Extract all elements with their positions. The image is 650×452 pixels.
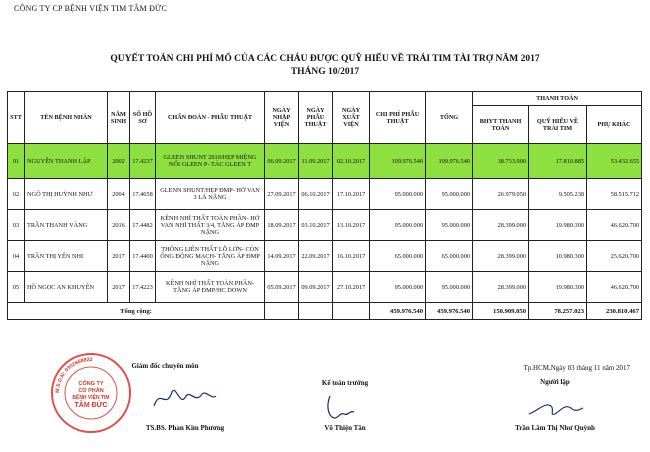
- cell-discharge-date: 17.10.2017: [333, 179, 370, 210]
- totals-surgery-cost: 459.976.540: [370, 303, 426, 320]
- svg-text:CỔ PHẦN: CỔ PHẦN: [78, 388, 104, 394]
- header-fund: QUỸ HIẾU VỀ TRÁI TIM: [529, 106, 587, 144]
- accountant-title: [300, 379, 390, 387]
- cell-name: HỒ NGỌC AN KHUYÊN: [25, 272, 108, 303]
- preparer-title-text: Người lập: [540, 378, 570, 386]
- cell-other: 58.515.712: [587, 179, 642, 210]
- cell-birth-year: 2017: [108, 241, 130, 272]
- cell-total: 95.000.000: [426, 210, 473, 241]
- svg-text:CÔNG TY: CÔNG TY: [78, 381, 104, 387]
- cell-record-no: 17.4223: [130, 272, 156, 303]
- cell-surgery-date: 03.10.2017: [299, 210, 333, 241]
- header-insurance: BHYT THANH TOÁN: [473, 106, 529, 144]
- cell-total: 95.000.000: [426, 272, 473, 303]
- header-birth-year: NĂM SINH: [108, 92, 130, 144]
- cell-fund: 17.810.885: [529, 144, 587, 179]
- cell-other: 53.432.655: [587, 144, 642, 179]
- preparer-name: Trần Lâm Thị Như Quỳnh: [515, 424, 595, 432]
- cell-other: 46.620.700: [587, 210, 642, 241]
- totals-empty: [299, 303, 333, 320]
- stamp-code: M.S.D.N: 0302668822: [54, 356, 93, 394]
- cell-surgery-cost: 95.000.000: [370, 179, 426, 210]
- cell-discharge-date: 16.10.2017: [333, 241, 370, 272]
- table-row: [8, 144, 642, 179]
- cell-surgery-cost: 95.000.000: [370, 272, 426, 303]
- preparer-title: [515, 378, 595, 386]
- document-subtitle: THÁNG 10/2017: [290, 67, 360, 77]
- table-row: [8, 241, 642, 272]
- header-surgery-date: NGÀY PHẪU THUẬT: [299, 92, 333, 144]
- header-record-no: SỐ HỒ SƠ: [130, 92, 156, 144]
- header-discharge-date: NGÀY XUẤT VIỆN: [333, 92, 370, 144]
- cell-discharge-date: 02.10.2017: [333, 144, 370, 179]
- cell-diagnosis: GLENN SHUNT/HẸP ĐMP- HỞ VAN 3 LÁ NẶNG: [156, 179, 265, 210]
- cell-birth-year: 2002: [108, 144, 130, 179]
- cell-surgery-date: 11.09.2017: [299, 144, 333, 179]
- cell-discharge-date: 27.10.2017: [333, 272, 370, 303]
- header-other: PHỤ KHÁC: [587, 106, 642, 144]
- svg-text:TÂM ĐỨC: TÂM ĐỨC: [74, 402, 108, 409]
- svg-text:BỆNH VIỆN TIM: BỆNH VIỆN TIM: [72, 395, 110, 401]
- cell-fund: 10.980.300: [529, 241, 587, 272]
- cell-record-no: 17.4237: [130, 144, 156, 179]
- header-payment: THANH TOÁN: [473, 92, 642, 106]
- accountant-signature: [320, 392, 360, 422]
- cell-total: 109.976.540: [426, 144, 473, 179]
- cell-name: TRẦN THỊ YẾN NHI: [25, 241, 108, 272]
- cell-admit-date: 27.09.2017: [265, 179, 299, 210]
- director-signature: [150, 382, 220, 412]
- document-title: QUYẾT TOÁN CHI PHÍ MỔ CỦA CÁC CHÁU ĐƯỢC QUỸ HIẾU VỀ TRÁI TIM TÀI TRỢ NĂM 2017: [110, 54, 540, 64]
- cell-fund: 9.505.238: [529, 179, 587, 210]
- cell-name: NGUYỄN THANH LẬP: [25, 144, 108, 179]
- header-diagnosis: CHẨN ĐOÁN - PHẪU THUẬT: [156, 92, 265, 144]
- cell-admit-date: 05.09.2017: [265, 272, 299, 303]
- totals-row: [8, 303, 642, 320]
- cell-diagnosis: KÊNH NHĨ THẤT TOÀN PHẦN- TĂNG ÁP ĐMP/HC DOWN: [156, 272, 265, 303]
- accountant-name: Võ Thiện Tân: [324, 424, 366, 432]
- totals-insurance: 150.909.050: [473, 303, 529, 320]
- cell-surgery-date: 22.09.2017: [299, 241, 333, 272]
- cell-stt: 04: [8, 241, 25, 272]
- director-name: TS.BS. Phan Kim Phương: [145, 424, 225, 432]
- table-row: [8, 210, 642, 241]
- cell-total: 65.000.000: [426, 241, 473, 272]
- cell-birth-year: 2017: [108, 272, 130, 303]
- totals-fund: 78.257.023: [529, 303, 587, 320]
- totals-empty: [265, 303, 299, 320]
- cell-admit-date: 06.09.2017: [265, 144, 299, 179]
- cell-record-no: 17.4400: [130, 241, 156, 272]
- cell-birth-year: 2004: [108, 179, 130, 210]
- cell-surgery-cost: 109.976.540: [370, 144, 426, 179]
- cell-stt: 02: [8, 179, 25, 210]
- cell-surgery-cost: 95.000.000: [370, 210, 426, 241]
- director-signature-block: [110, 362, 220, 370]
- header-admit-date: NGÀY NHẬP VIỆN: [265, 92, 299, 144]
- cell-admit-date: 18.09.2017: [265, 210, 299, 241]
- settlement-table: [7, 91, 642, 320]
- company-name: CÔNG TY CP BỆNH VIỆN TIM TÂM ĐỨC: [14, 4, 167, 13]
- cell-stt: 01: [8, 144, 25, 179]
- cell-discharge-date: 13.10.2017: [333, 210, 370, 241]
- cell-stt: 03: [8, 210, 25, 241]
- cell-surgery-cost: 65.000.000: [370, 241, 426, 272]
- cell-diagnosis: THÔNG LIÊN THẤT LỖ LỚN- CÒN ỐNG ĐỘNG MẠCH- TĂNG ÁP ĐMP NẶNG: [156, 241, 265, 272]
- header-stt: STT: [8, 92, 25, 144]
- cell-fund: 19.980.300: [529, 272, 587, 303]
- cell-name: TRẦN THANH VÀNG: [25, 210, 108, 241]
- cell-surgery-date: 06.10.2017: [299, 179, 333, 210]
- cell-record-no: 17.4658: [130, 179, 156, 210]
- totals-empty: [333, 303, 370, 320]
- cell-fund: 19.980.300: [529, 210, 587, 241]
- cell-admit-date: 14.09.2017: [265, 241, 299, 272]
- cell-birth-year: 2016: [108, 210, 130, 241]
- totals-label: Tổng cộng:: [8, 303, 265, 320]
- cell-insurance: 28.399.000: [473, 272, 529, 303]
- accountant-title-text: Kế toán trưởng: [321, 379, 369, 387]
- table-row: [8, 272, 642, 303]
- table-row: [8, 179, 642, 210]
- totals-total: 459.976.540: [426, 303, 473, 320]
- header-surgery-cost: CHI PHÍ PHẪU THUẬT: [370, 92, 426, 144]
- totals-other: 230.810.467: [587, 303, 642, 320]
- cell-name: NGÔ THỊ HUỲNH NHƯ: [25, 179, 108, 210]
- director-title: Giám đốc chuyên môn: [131, 362, 199, 370]
- cell-stt: 05: [8, 272, 25, 303]
- cell-other: 25.620.700: [587, 241, 642, 272]
- header-total: TỔNG: [426, 92, 473, 144]
- cell-total: 95.000.000: [426, 179, 473, 210]
- cell-insurance: 28.399.000: [473, 210, 529, 241]
- cell-surgery-date: 09.09.2017: [299, 272, 333, 303]
- cell-diagnosis: KÊNH NHĨ THẤT TOÀN PHẦN- HỞ VAN NHĨ THẤT 3/4, TĂNG ÁP ĐMP NẶNG: [156, 210, 265, 241]
- cell-record-no: 17.4482: [130, 210, 156, 241]
- cell-insurance: 28.399.000: [473, 241, 529, 272]
- cell-diagnosis: GLEEN SHUNT 2010/HẸP MIỆNG NỐI GLEEN P- TÁC GLEEN T: [156, 144, 265, 179]
- cell-insurance: 26.979.050: [473, 179, 529, 210]
- header-name: TÊN BỆNH NHÂN: [25, 92, 108, 144]
- date-line: Tp.HCM,Ngày 03 tháng 11 năm 2017: [523, 364, 630, 372]
- cell-insurance: 38.733.000: [473, 144, 529, 179]
- cell-other: 46.620.700: [587, 272, 642, 303]
- preparer-signature: [525, 396, 585, 420]
